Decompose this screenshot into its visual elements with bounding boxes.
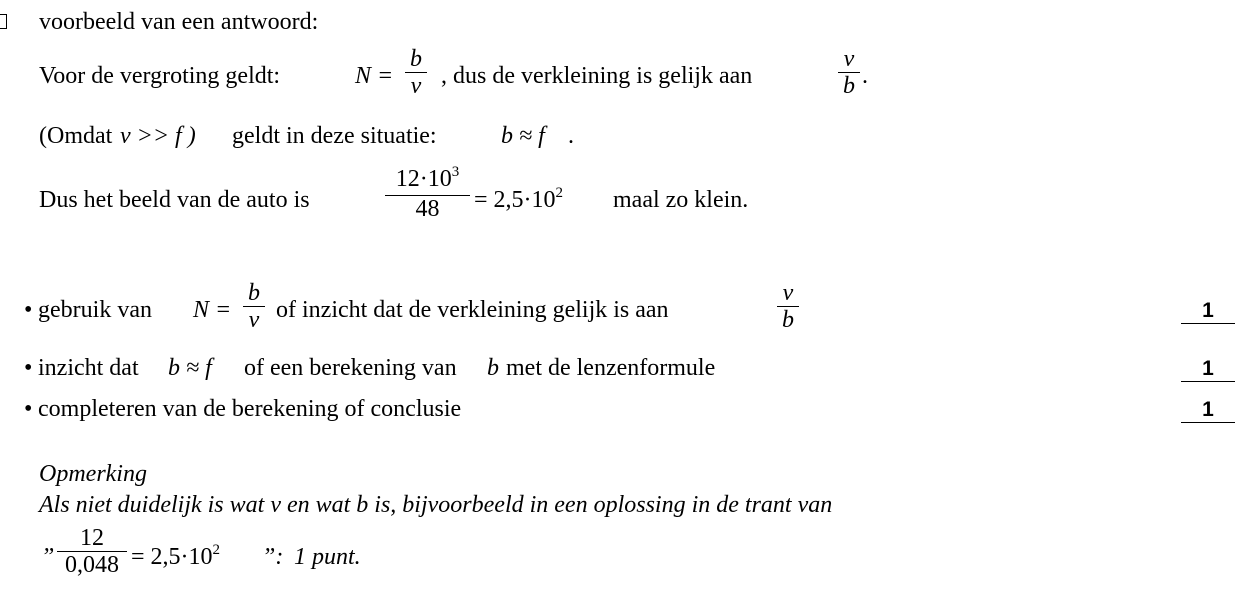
fraction-denominator: b <box>782 307 794 333</box>
criterion-2-score: 1 <box>1202 357 1214 380</box>
numerator-exponent: 3 <box>451 164 460 180</box>
criterion-bullet: • <box>24 355 33 381</box>
criterion-1-n-equals: N = <box>193 297 232 323</box>
fraction-numerator: b <box>248 280 260 306</box>
fraction-numerator: b <box>410 46 422 72</box>
line2-open: (Omdat <box>39 123 113 149</box>
result-base: = 2,5·10 <box>474 187 556 213</box>
criterion-1-fraction-v-over-b <box>777 280 799 333</box>
criterion-2-var: b <box>487 355 499 381</box>
line2-rest: geldt in deze situatie: <box>232 123 437 149</box>
criterion-1-score: 1 <box>1202 299 1214 322</box>
note-points: 1 punt. <box>294 544 361 570</box>
fraction-denominator: v <box>248 307 260 333</box>
criterion-2-pre: inzicht dat <box>38 355 139 381</box>
criterion-1-fraction-b-over-v <box>243 280 265 333</box>
criterion-3-text: completeren van de berekening of conclusie <box>38 396 462 422</box>
fraction-numerator: 12 <box>80 525 104 551</box>
answer-heading: voorbeeld van een antwoord: <box>39 9 319 35</box>
result-exponent: 2 <box>555 185 564 201</box>
criterion-bullet: • <box>24 297 33 323</box>
line1-fraction-b-over-v <box>405 46 427 99</box>
line1-fraction-v-over-b <box>838 46 860 99</box>
criterion-2-relation: b ≈ f <box>168 355 212 381</box>
line3-prefix: Dus het beeld van de auto is <box>39 187 310 213</box>
note-fraction <box>57 525 127 578</box>
answer-marker-box <box>0 14 7 29</box>
criterion-2-score-underline <box>1181 381 1235 382</box>
line2-end: . <box>568 123 574 149</box>
note-title: Opmerking <box>39 461 147 487</box>
numerator-base: 12·10 <box>395 166 452 192</box>
criterion-2-mid: of een berekening van <box>244 355 457 381</box>
note-body: Als niet duidelijk is wat v en wat b is, bijvoorbeeld in een oplossing in de trant van <box>39 492 833 518</box>
line3-result <box>474 186 563 217</box>
fraction-denominator: 48 <box>415 196 440 222</box>
criterion-1-pre: gebruik van <box>38 297 152 323</box>
result-exponent: 2 <box>212 542 221 558</box>
line2-relation: b ≈ f <box>501 123 545 149</box>
line1-end: . <box>862 63 868 89</box>
criterion-2-post: met de lenzenformule <box>506 355 716 381</box>
line1-middle: , dus de verkleining is gelijk aan <box>441 63 753 89</box>
criterion-3-score-underline <box>1181 422 1235 423</box>
fraction-numerator: v <box>843 46 855 72</box>
line1-prefix: Voor de vergroting geldt: <box>39 63 281 89</box>
fraction-numerator <box>385 166 470 195</box>
criterion-1-score-underline <box>1181 323 1235 324</box>
note-result <box>131 543 220 574</box>
line3-suffix: maal zo klein. <box>613 187 749 213</box>
line3-fraction <box>385 166 470 222</box>
result-base: = 2,5·10 <box>131 544 213 570</box>
criterion-bullet: • <box>24 396 33 422</box>
fraction-denominator: b <box>843 73 855 99</box>
note-quote-open: ” <box>41 544 55 570</box>
fraction-denominator: v <box>410 73 422 99</box>
criterion-3-score: 1 <box>1202 398 1214 421</box>
line1-n-equals: N = <box>355 63 394 89</box>
note-quote-close: ”: <box>262 544 284 570</box>
line2-condition: v >> f ) <box>120 123 196 149</box>
fraction-denominator: 0,048 <box>65 552 119 578</box>
criterion-1-mid: of inzicht dat de verkleining gelijk is aan <box>276 297 669 323</box>
fraction-numerator: v <box>782 280 794 306</box>
